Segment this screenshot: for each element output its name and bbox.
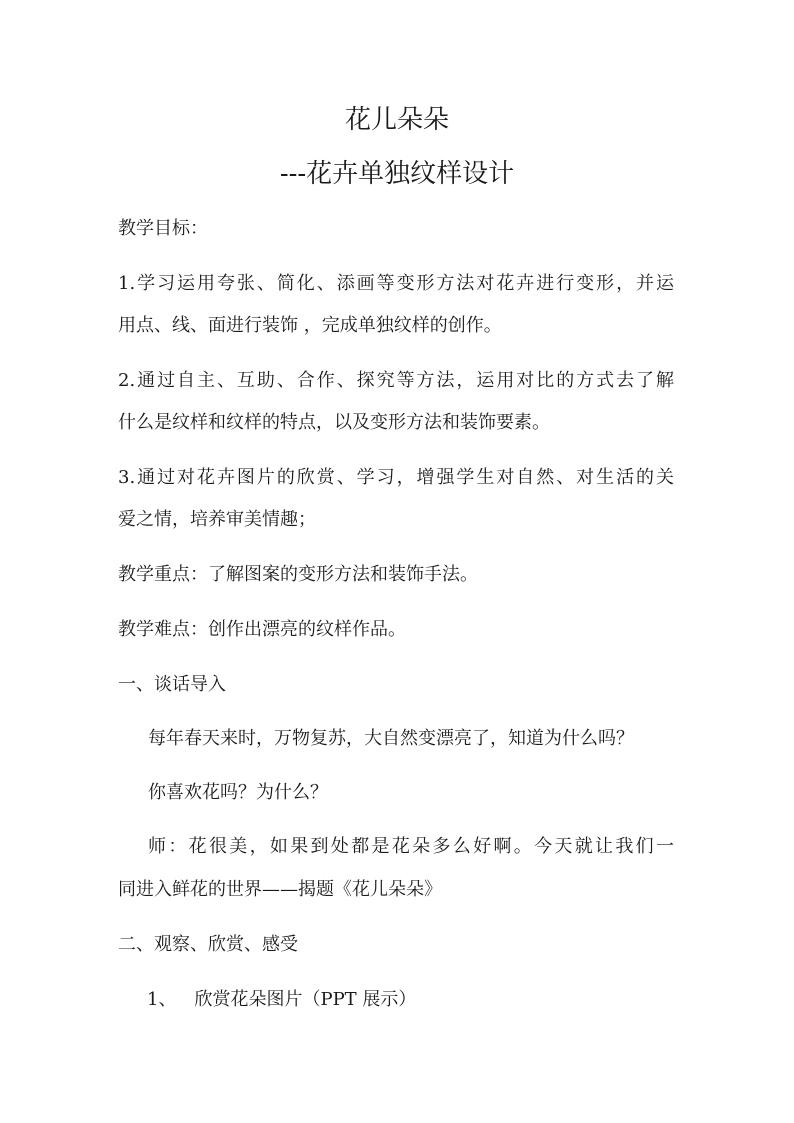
objectives-heading: 教学目标： [118, 218, 208, 239]
section-2-item-1-text: 欣赏花朵图片（PPT 展示） [194, 989, 417, 1010]
section-2-item-1-number: 1、 [147, 989, 177, 1010]
section-1-paragraph-1: 每年春天来时，万物复苏，大自然变漂亮了，知道为什么吗？ [148, 728, 634, 749]
section-1-heading: 一、谈话导入 [118, 674, 226, 695]
document-subtitle: ---花卉单独纹样设计 [279, 159, 515, 189]
objective-3-line-2: 爱之情，培养审美情趣； [118, 509, 316, 530]
objective-2-line-2: 什么是纹样和纹样的特点，以及变形方法和装饰要素。 [118, 412, 550, 433]
section-2-item-1 [147, 987, 674, 1013]
objective-2-line-1: 2.通过自主、互助、合作、探究等方法，运用对比的方式去了解 [118, 370, 674, 391]
objective-1-line-1: 1.学习运用夸张、简化、添画等变形方法对花卉进行变形，并运 [118, 273, 674, 294]
difficulty: 教学难点：创作出漂亮的纹样作品。 [118, 619, 406, 640]
key-point: 教学重点：了解图案的变形方法和装饰手法。 [118, 564, 478, 585]
section-1-paragraph-3-line-1: 师：花很美，如果到处都是花朵多么好啊。今天就让我们一 [148, 836, 674, 857]
section-2-heading: 二、观察、欣赏、感受 [118, 934, 298, 955]
document-title: 花儿朵朵 [344, 105, 449, 135]
section-1-paragraph-2: 你喜欢花吗？为什么？ [148, 782, 328, 803]
section-1-paragraph-3-line-2: 同进入鲜花的世界——揭题《花儿朵朵》 [118, 879, 442, 900]
objective-3-line-1: 3.通过对花卉图片的欣赏、学习，增强学生对自然、对生活的关 [118, 467, 674, 488]
objective-1-line-2: 用点、线、面进行装饰 ，完成单独纹样的创作。 [118, 315, 502, 336]
